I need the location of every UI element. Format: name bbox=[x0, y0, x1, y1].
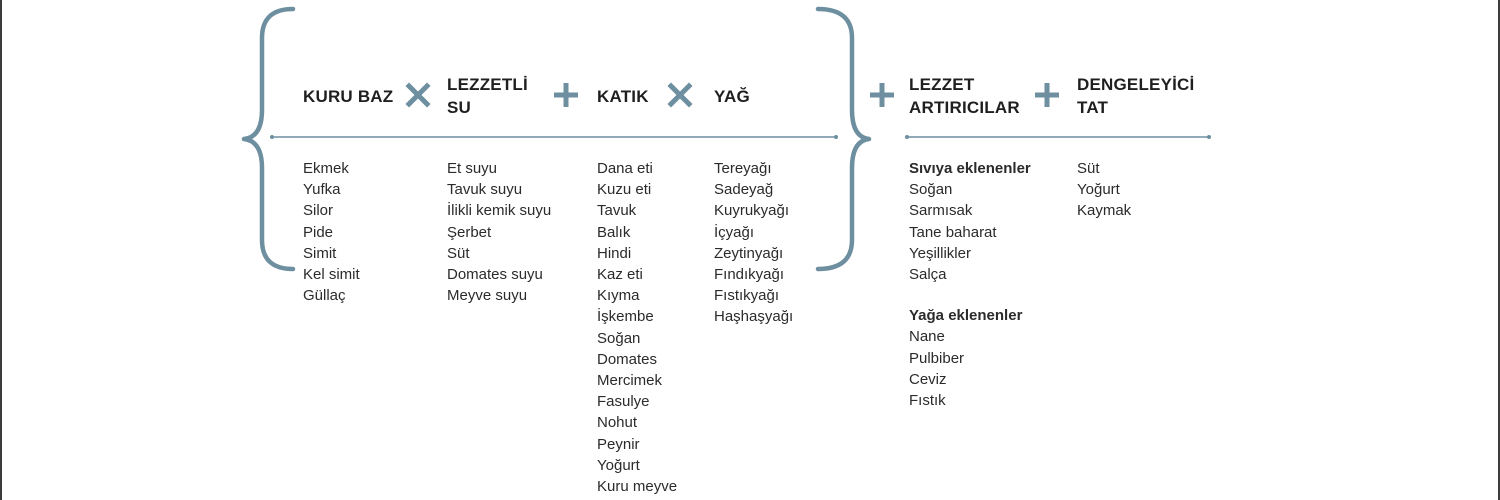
header-rule-right bbox=[905, 135, 1211, 139]
multiply-icon bbox=[405, 82, 431, 108]
list-item: Yufka bbox=[303, 181, 341, 199]
list-item: Zeytinyağı bbox=[714, 244, 784, 262]
list-item: Simit bbox=[303, 244, 337, 262]
list-item: Domates bbox=[597, 350, 658, 368]
list-item: Yoğurt bbox=[1077, 181, 1120, 199]
list-item: Kaymak bbox=[1077, 202, 1132, 220]
list-item: Güllaç bbox=[303, 287, 346, 305]
header-lezzet-artiricilar: LEZZET ARTIRICILAR bbox=[909, 75, 1020, 117]
list-item: Fıstık bbox=[909, 392, 946, 410]
list-item: Hindi bbox=[597, 244, 632, 262]
list-item: Kuyrukyağı bbox=[714, 202, 790, 220]
header-katik: KATIK bbox=[597, 87, 649, 106]
list-item: Fındıkyağı bbox=[714, 266, 785, 284]
list-item: Tavuk suyu bbox=[447, 181, 523, 199]
list-item: Haşhaşyağı bbox=[714, 308, 794, 326]
list-item: Fıstıkyağı bbox=[714, 287, 780, 305]
group-title: Sıvıya eklenenler bbox=[909, 160, 1031, 177]
list-item: Sarmısak bbox=[909, 202, 973, 220]
multiply-icon bbox=[667, 82, 693, 108]
list-item: Salça bbox=[909, 266, 947, 284]
list-item: Süt bbox=[447, 244, 470, 262]
list-item: Silor bbox=[303, 202, 334, 220]
list-item: Soğan bbox=[597, 329, 641, 347]
list-item: Et suyu bbox=[447, 160, 498, 177]
right-curly-brace bbox=[818, 9, 869, 269]
list-item: Kuzu eti bbox=[597, 181, 652, 199]
list-item: Balık bbox=[597, 223, 631, 241]
list-item: Kuru meyve bbox=[597, 478, 678, 496]
header-lezzetli-su: LEZZETLİ SU bbox=[447, 75, 528, 117]
list-yag bbox=[714, 158, 793, 328]
list-item: Ceviz bbox=[909, 370, 947, 388]
left-curly-brace bbox=[244, 9, 293, 269]
list-item: Peynir bbox=[597, 435, 640, 453]
list-kuru-baz bbox=[303, 158, 360, 306]
header-rule-left bbox=[270, 135, 838, 139]
list-item: Dana eti bbox=[597, 160, 653, 177]
list-item: İçyağı bbox=[714, 223, 755, 241]
list-item: Süt bbox=[1077, 160, 1100, 177]
list-item: Soğan bbox=[909, 181, 953, 199]
list-item: Fasulye bbox=[597, 393, 650, 411]
list-item: Tavuk bbox=[597, 202, 637, 220]
list-lezzetli-su bbox=[447, 158, 551, 306]
list-item: Domates suyu bbox=[447, 266, 543, 284]
list-item: Mercimek bbox=[597, 372, 663, 390]
list-item: Yoğurt bbox=[597, 456, 640, 474]
list-item: Sadeyağ bbox=[714, 181, 774, 199]
list-item: Şerbet bbox=[447, 223, 492, 241]
list-item: Kıyma bbox=[597, 287, 640, 305]
plus-icon bbox=[869, 82, 895, 108]
list-item: Pulbiber bbox=[909, 349, 965, 367]
list-item: Ekmek bbox=[303, 160, 349, 177]
list-item: Pide bbox=[303, 223, 334, 241]
plus-icon bbox=[1034, 82, 1060, 108]
list-item: Nohut bbox=[597, 414, 638, 432]
list-item: İlikli kemik suyu bbox=[447, 202, 552, 220]
list-item: Kaz eti bbox=[597, 266, 643, 284]
header-kuru-baz: KURU BAZ bbox=[303, 87, 394, 106]
list-item: Tereyağı bbox=[714, 160, 772, 177]
list-item: Meyve suyu bbox=[447, 287, 528, 305]
plus-icon bbox=[553, 82, 579, 108]
list-item: Tane baharat bbox=[909, 223, 997, 241]
list-item: İşkembe bbox=[597, 308, 654, 326]
list-katik bbox=[597, 158, 677, 497]
group-title: Yağa eklenenler bbox=[909, 307, 1023, 325]
list-item: Yeşillikler bbox=[909, 244, 971, 262]
header-yag: YAĞ bbox=[714, 87, 750, 106]
list-dengeleyici-tat bbox=[1077, 158, 1131, 222]
group-spacer bbox=[909, 285, 1031, 305]
list-lezzet-artiricilar bbox=[909, 158, 1031, 411]
list-item: Nane bbox=[909, 328, 945, 346]
list-item: Kel simit bbox=[303, 266, 360, 284]
header-dengeleyici-tat: DENGELEYİCİ TAT bbox=[1077, 75, 1195, 117]
